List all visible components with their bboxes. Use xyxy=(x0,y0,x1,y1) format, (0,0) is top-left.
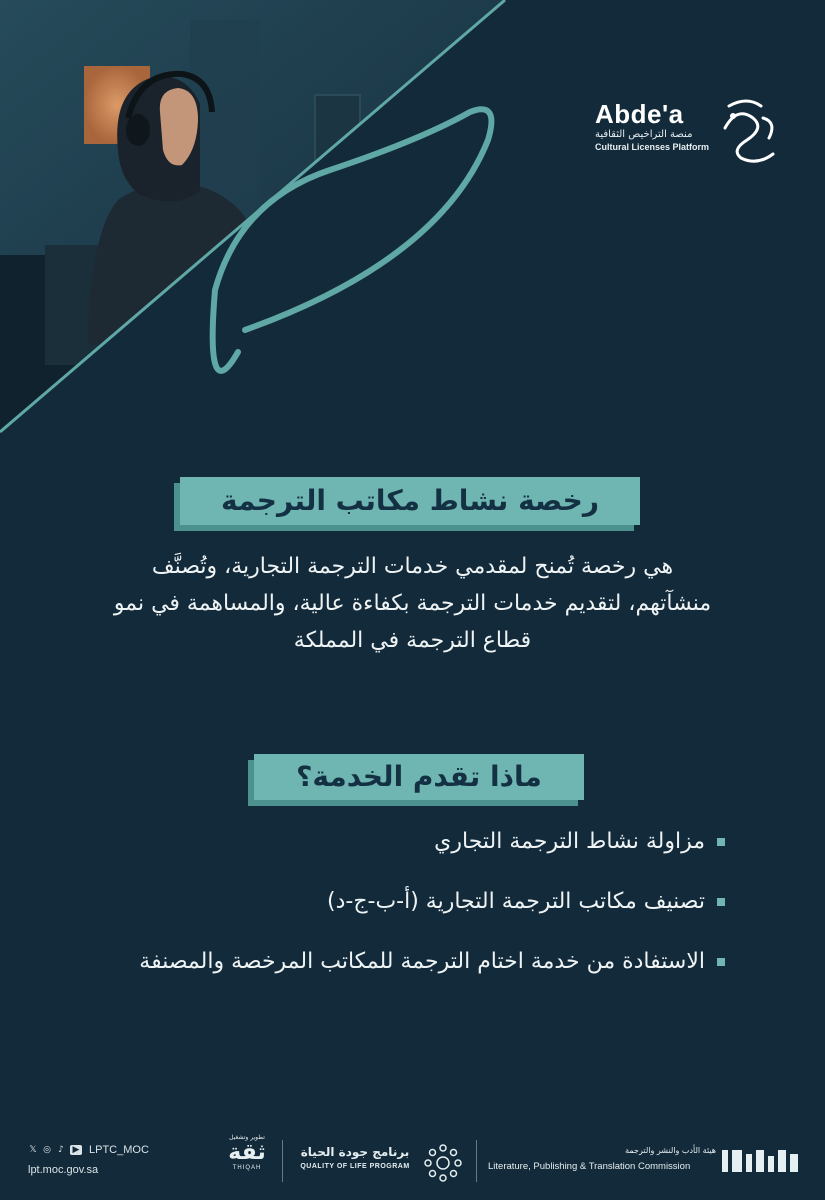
commission-name-en: Literature, Publishing & Translation Commission xyxy=(488,1161,691,1172)
square-bullet-icon xyxy=(717,898,725,906)
brand-subtitle-en: Cultural Licenses Platform xyxy=(594,142,709,152)
page-title: رخصة نشاط مكاتب الترجمة xyxy=(180,477,640,525)
social-links xyxy=(28,1142,149,1176)
website-link[interactable]: lpt.moc.gov.sa xyxy=(28,1164,99,1176)
square-bullet-icon xyxy=(717,958,725,966)
decorative-swoosh xyxy=(0,0,560,440)
thiqah-name: ثقة xyxy=(228,1140,266,1165)
social-handle[interactable]: LPTC_MOC xyxy=(89,1144,149,1156)
description xyxy=(60,548,765,659)
service-text: الاستفادة من خدمة اختام الترجمة للمكاتب المرخصة والمصنفة xyxy=(139,949,705,974)
thiqah-en: THIQAH xyxy=(232,1165,262,1171)
service-text: مزاولة نشاط الترجمة التجاري xyxy=(434,829,705,854)
brand-name: Abde'a xyxy=(594,99,684,129)
x-icon[interactable]: 𝕏 xyxy=(29,1145,37,1155)
thiqah-logo xyxy=(222,1134,272,1171)
commission-name-ar: هيئة الأدب والنشر والترجمة xyxy=(625,1146,716,1155)
description-line: هي رخصة تُمنح لمقدمي خدمات الترجمة التجارية، وتُصنَّف xyxy=(151,554,674,579)
qol-name-en: QUALITY OF LIFE PROGRAM xyxy=(300,1163,410,1170)
square-bullet-icon xyxy=(717,838,725,846)
footer xyxy=(0,1130,825,1200)
list-item xyxy=(105,822,705,882)
quality-of-life-logo xyxy=(295,1144,415,1170)
description-line: قطاع الترجمة في المملكة xyxy=(293,628,532,653)
instagram-icon[interactable]: ◎ xyxy=(43,1145,51,1155)
service-text: تصنيف مكاتب الترجمة التجارية (أ-ب-ج-د) xyxy=(327,889,705,914)
thiqah-tagline: تطوير وتشغيل xyxy=(229,1134,265,1141)
description-line: منشآتهم، لتقديم خدمات الترجمة بكفاءة عالية، والمساهمة في نمو xyxy=(113,591,712,616)
footer-divider xyxy=(282,1140,283,1182)
list-item xyxy=(105,882,705,942)
services-list xyxy=(105,822,705,1002)
services-heading: ماذا تقدم الخدمة؟ xyxy=(254,754,584,800)
commission-mark-icon xyxy=(722,1148,800,1174)
youtube-icon[interactable]: ▶ xyxy=(70,1145,82,1155)
list-item xyxy=(105,942,705,1002)
footer-divider xyxy=(476,1140,477,1182)
qol-name-ar: برنامج جودة الحياة xyxy=(300,1145,410,1159)
brand-subtitle-ar: منصة التراخيص الثقافية xyxy=(594,129,693,140)
commission-logo xyxy=(488,1146,716,1172)
abdea-logo-icon xyxy=(717,88,787,168)
tiktok-icon[interactable]: ♪ xyxy=(58,1145,64,1155)
saudi-emblem-icon xyxy=(418,1138,468,1188)
abdea-logo xyxy=(587,88,787,168)
